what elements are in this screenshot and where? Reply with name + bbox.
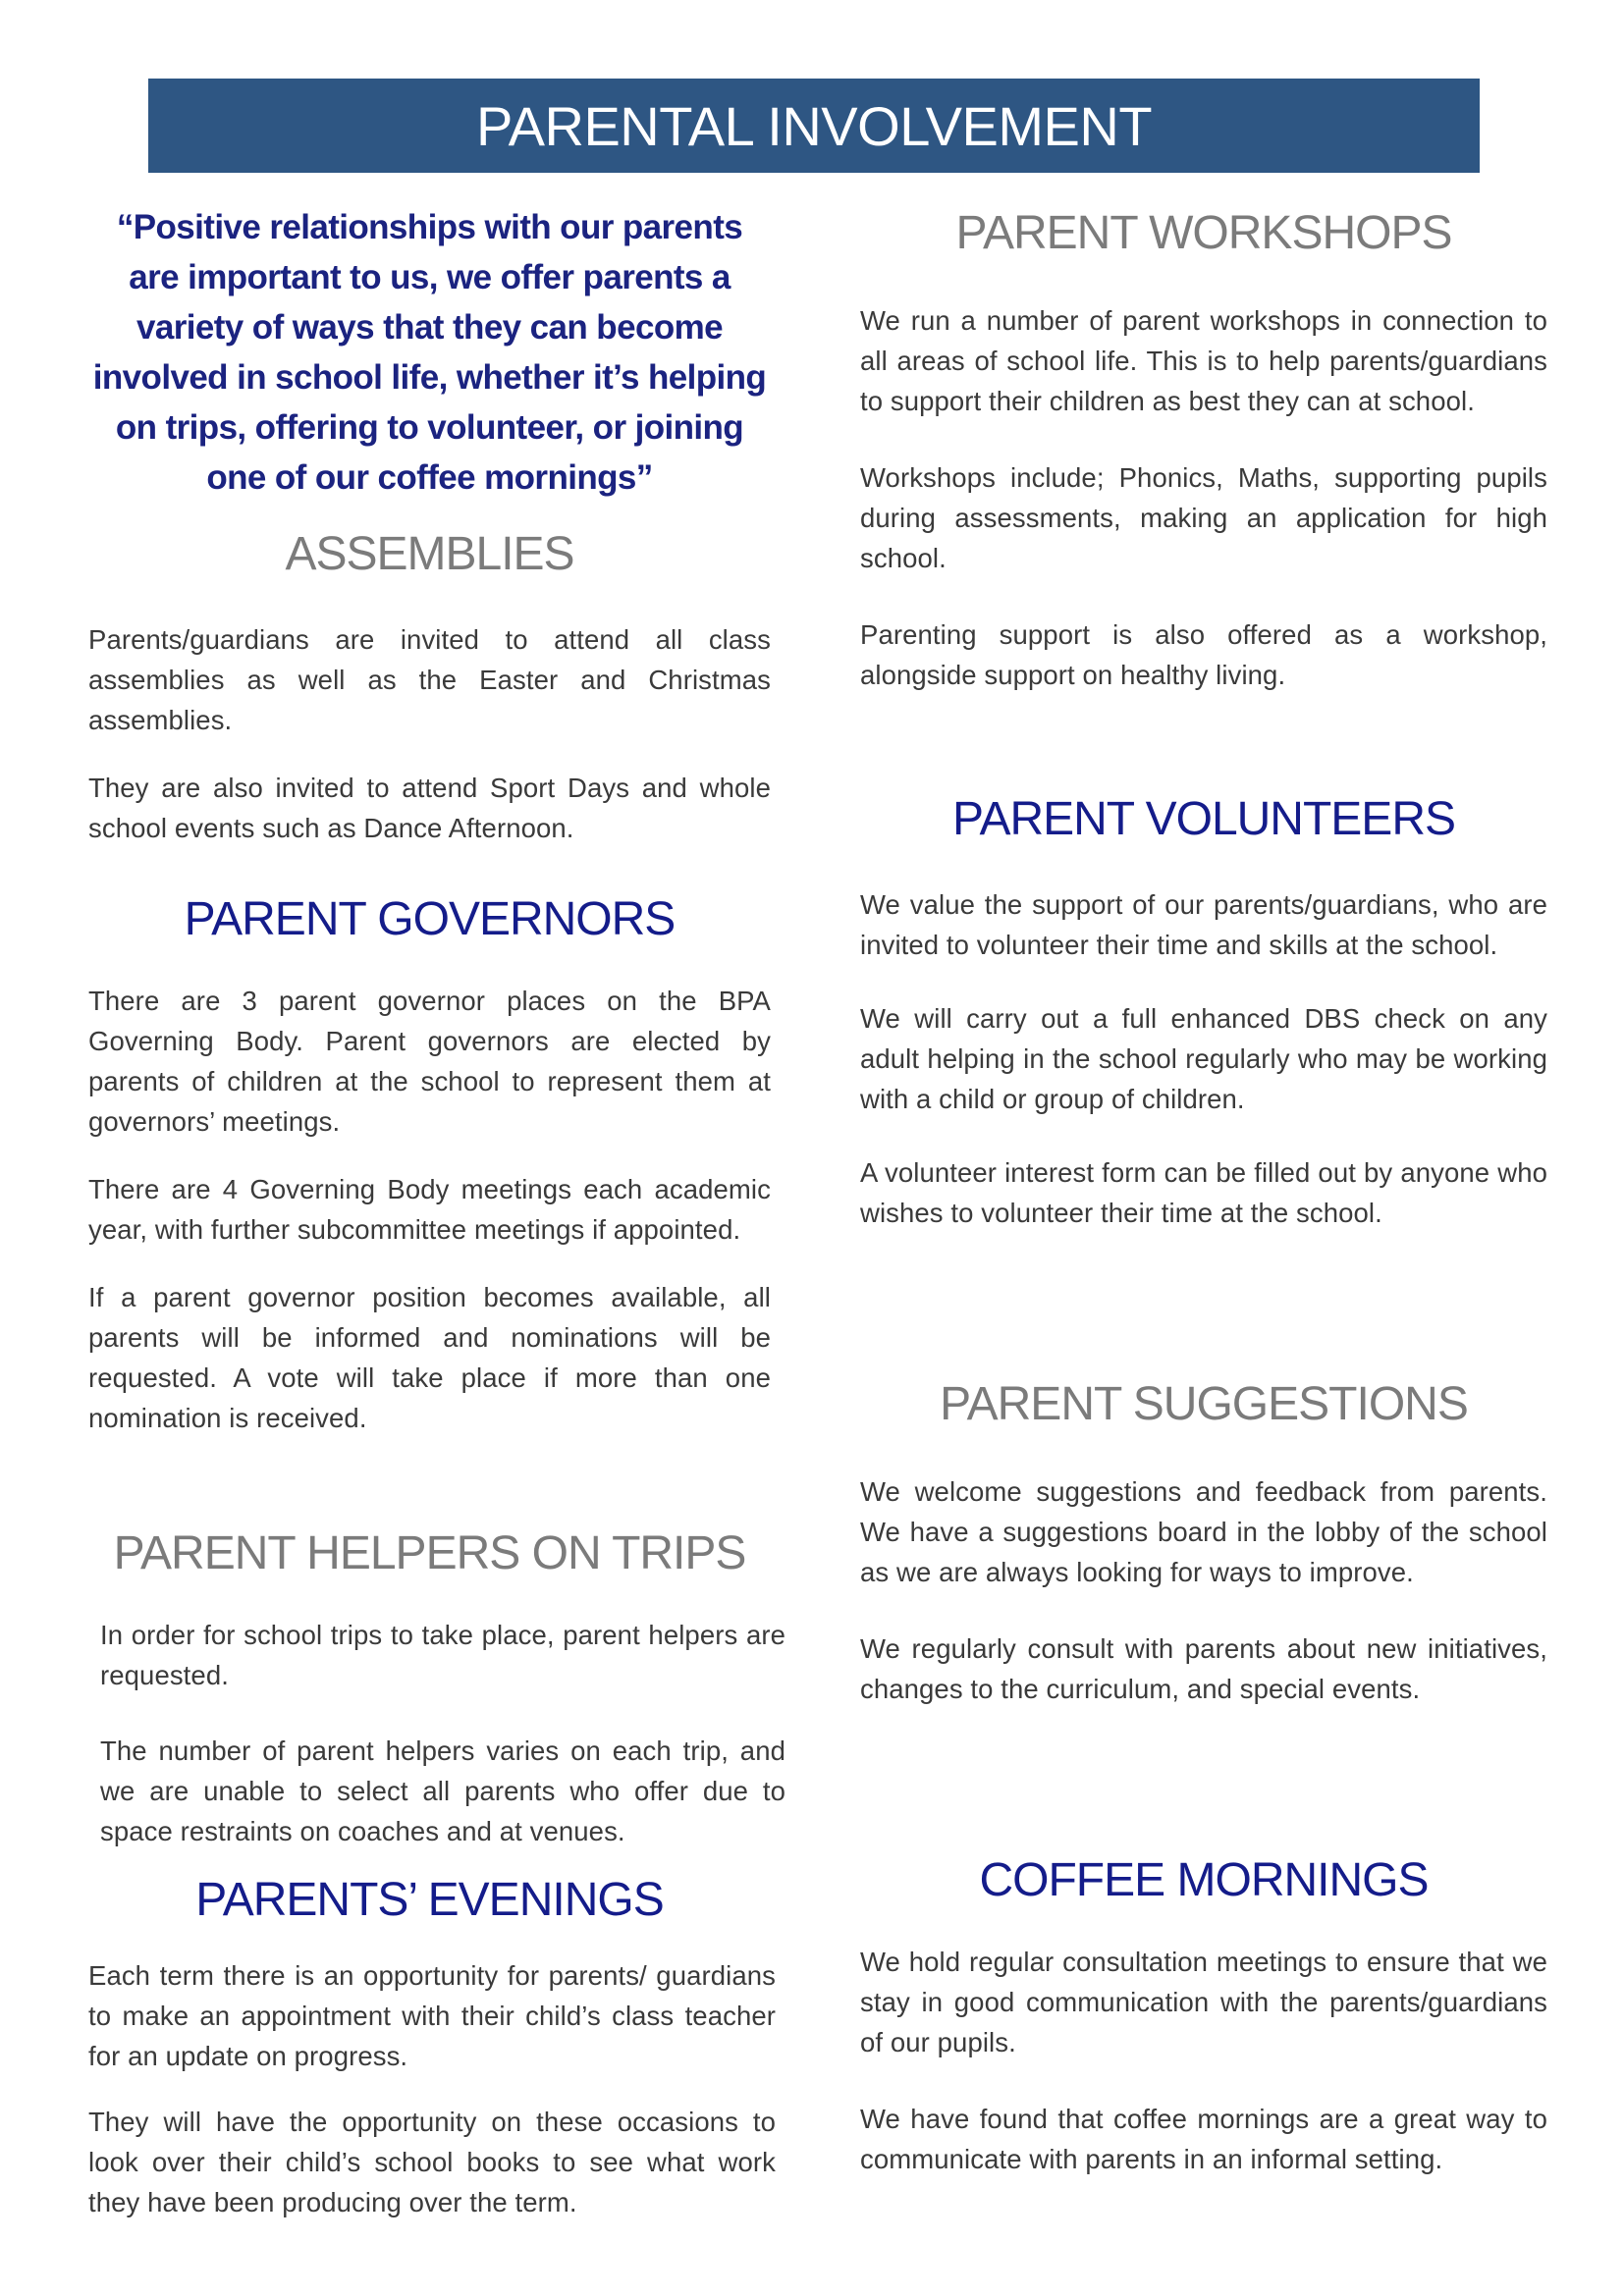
coffee-heading: COFFEE MORNINGS <box>979 1854 1429 1906</box>
governors-section <box>88 890 771 1438</box>
workshops-section <box>860 204 1547 695</box>
helpers-heading: PARENT HELPERS ON TRIPS <box>113 1527 746 1579</box>
workshops-paragraph: We run a number of parent workshops in connection to all areas of school life. This is to help parents/guardians to support their children as best they can at school. <box>860 305 1547 416</box>
page-title: PARENTAL INVOLVEMENT <box>475 94 1153 157</box>
helpers-section <box>88 1524 785 1851</box>
assemblies-heading: ASSEMBLIES <box>285 528 574 580</box>
volunteers-paragraph: We will carry out a full enhanced DBS check on any adult helping in the school regularly who may be working with a child or group of children. <box>860 1003 1547 1114</box>
workshops-heading: PARENT WORKSHOPS <box>955 207 1452 259</box>
coffee-paragraph: We have found that coffee mornings are a great way to communicate with parents in an informal setting. <box>860 2104 1547 2174</box>
volunteers-section <box>860 790 1547 1233</box>
intro-quote: “Positive relationships with our parents are important to us, we offer parents a variety of ways that they can become involved in school life, whether it’s helping on trips, offering to volunteer, or joining one of our coffee mornings” <box>92 208 767 497</box>
evenings-heading: PARENTS’ EVENINGS <box>195 1874 664 1926</box>
workshops-paragraph: Parenting support is also offered as a workshop, alongside support on healthy living. <box>860 619 1547 690</box>
assemblies-section <box>88 525 771 848</box>
suggestions-paragraph: We welcome suggestions and feedback from parents. We have a suggestions board in the lobby of the school as we are always looking for ways to improve. <box>860 1476 1547 1587</box>
coffee-paragraph: We hold regular consultation meetings to ensure that we stay in good communication with the parents/guardians of our pupils. <box>860 1947 1547 2057</box>
suggestions-heading: PARENT SUGGESTIONS <box>940 1378 1468 1430</box>
title-banner <box>148 79 1480 173</box>
helpers-paragraph: The number of parent helpers varies on each trip, and we are unable to select all parents who offer due to space restraints on coaches and at venues. <box>100 1735 785 1846</box>
governors-heading: PARENT GOVERNORS <box>184 893 676 945</box>
volunteers-paragraph: We value the support of our parents/guardians, who are invited to volunteer their time and skills at the school. <box>860 889 1547 960</box>
assemblies-paragraph: They are also invited to attend Sport Days and whole school events such as Dance Afternoon. <box>88 773 771 843</box>
governors-paragraph: There are 3 parent governor places on the BPA Governing Body. Parent governors are elected by parents of children at the school to represent them at governors’ meetings. <box>88 986 771 1137</box>
workshops-paragraph: Workshops include; Phonics, Maths, supporting pupils during assessments, making an application for high school. <box>860 462 1547 573</box>
helpers-paragraph: In order for school trips to take place, parent helpers are requested. <box>100 1620 785 1690</box>
governors-paragraph: There are 4 Governing Body meetings each academic year, with further subcommittee meetings if appointed. <box>88 1174 771 1245</box>
governors-paragraph: If a parent governor position becomes available, all parents will be informed and nominations will be requested. A vote will take place if more than one nomination is received. <box>88 1282 771 1433</box>
evenings-paragraph: Each term there is an opportunity for parents/ guardians to make an appointment with their child’s class teacher for an update on progress. <box>88 1960 776 2071</box>
evenings-section <box>88 1871 776 2222</box>
evenings-paragraph: They will have the opportunity on these occasions to look over their child’s school books to see what work they have been producing over the term. <box>88 2107 776 2217</box>
volunteers-paragraph: A volunteer interest form can be filled out by anyone who wishes to volunteer their time at the school. <box>860 1157 1547 1228</box>
coffee-section <box>860 1851 1547 2179</box>
assemblies-paragraph: Parents/guardians are invited to attend all class assemblies as well as the Easter and Christmas assemblies. <box>88 624 771 735</box>
suggestions-section <box>860 1375 1547 1709</box>
suggestions-paragraph: We regularly consult with parents about new initiatives, changes to the curriculum, and special events. <box>860 1633 1547 1704</box>
volunteers-heading: PARENT VOLUNTEERS <box>951 793 1455 845</box>
